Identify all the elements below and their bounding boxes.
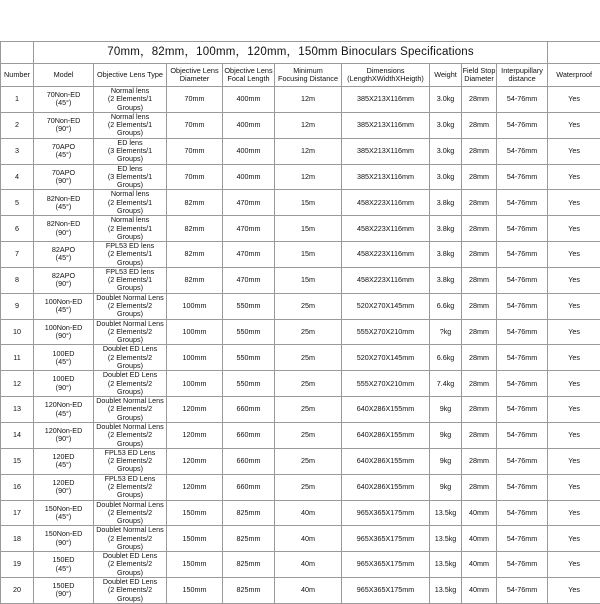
cell-model: 70APO (90°) (34, 164, 94, 190)
cell-waterproof: Yes (548, 500, 600, 526)
cell-field-stop: 28mm (462, 112, 497, 138)
table-row (1, 293, 600, 319)
table-row (1, 552, 600, 578)
cell-number: 1 (1, 87, 34, 113)
cell-waterproof: Yes (548, 267, 600, 293)
cell-dimensions: 458X223X116mm (342, 242, 430, 268)
cell-waterproof: Yes (548, 216, 600, 242)
cell-lens-type: FPL53 ED lens (2 Elements/1 Groups) (94, 242, 167, 268)
cell-interpupillary: 54-76mm (497, 500, 548, 526)
cell-interpupillary: 54-76mm (497, 526, 548, 552)
cell-field-stop: 40mm (462, 500, 497, 526)
cell-focal-length: 550mm (223, 319, 275, 345)
cell-dimensions: 520X270X145mm (342, 345, 430, 371)
cell-focal-length: 825mm (223, 578, 275, 604)
cell-lens-type: ED lens (3 Elements/1 Groups) (94, 164, 167, 190)
cell-dimensions: 965X365X175mm (342, 526, 430, 552)
cell-focusing-distance: 25m (275, 345, 342, 371)
cell-lens-type: Doublet ED Lens (2 Elements/2 Groups) (94, 578, 167, 604)
cell-interpupillary: 54-76mm (497, 190, 548, 216)
header-waterproof: Waterproof (548, 64, 600, 87)
cell-focal-length: 660mm (223, 422, 275, 448)
cell-model: 100ED (45°) (34, 345, 94, 371)
cell-interpupillary: 54-76mm (497, 112, 548, 138)
cell-lens-type: FPL53 ED Lens (2 Elements/2 Groups) (94, 448, 167, 474)
cell-focal-length: 470mm (223, 190, 275, 216)
cell-weight: 3.8kg (430, 216, 462, 242)
cell-focusing-distance: 12m (275, 87, 342, 113)
cell-model: 70Non-ED (45°) (34, 87, 94, 113)
cell-weight: 13.5kg (430, 500, 462, 526)
cell-lens-type: Normal lens (2 Elements/1 Groups) (94, 112, 167, 138)
cell-weight: 7.4kg (430, 371, 462, 397)
table-row (1, 371, 600, 397)
cell-diameter: 82mm (167, 267, 223, 293)
cell-waterproof: Yes (548, 422, 600, 448)
cell-lens-type: Doublet Normal Lens (2 Elements/2 Groups) (94, 293, 167, 319)
cell-weight: 9kg (430, 448, 462, 474)
header-number: Number (1, 64, 34, 87)
cell-weight: 13.5kg (430, 526, 462, 552)
cell-diameter: 70mm (167, 87, 223, 113)
cell-model: 82APO (45°) (34, 242, 94, 268)
cell-diameter: 120mm (167, 422, 223, 448)
cell-diameter: 82mm (167, 242, 223, 268)
cell-model: 70Non-ED (90°) (34, 112, 94, 138)
cell-model: 120ED (90°) (34, 474, 94, 500)
cell-weight: 13.5kg (430, 578, 462, 604)
table-row (1, 138, 600, 164)
cell-number: 15 (1, 448, 34, 474)
cell-focal-length: 400mm (223, 138, 275, 164)
table-row (1, 267, 600, 293)
header-field-stop: Field Stop Diameter (462, 64, 497, 87)
cell-field-stop: 28mm (462, 242, 497, 268)
cell-number: 11 (1, 345, 34, 371)
cell-number: 7 (1, 242, 34, 268)
table-row (1, 526, 600, 552)
cell-lens-type: Normal lens (2 Elements/1 Groups) (94, 87, 167, 113)
cell-number: 6 (1, 216, 34, 242)
cell-number: 13 (1, 397, 34, 423)
cell-interpupillary: 54-76mm (497, 474, 548, 500)
cell-focusing-distance: 15m (275, 190, 342, 216)
cell-field-stop: 28mm (462, 397, 497, 423)
cell-weight: 3.8kg (430, 267, 462, 293)
cell-model: 120Non-ED (45°) (34, 397, 94, 423)
cell-interpupillary: 54-76mm (497, 319, 548, 345)
cell-waterproof: Yes (548, 448, 600, 474)
title-row (1, 42, 600, 64)
cell-diameter: 120mm (167, 474, 223, 500)
cell-interpupillary: 54-76mm (497, 87, 548, 113)
cell-field-stop: 28mm (462, 474, 497, 500)
cell-weight: 3.0kg (430, 112, 462, 138)
table-title: 70mm，82mm，100mm，120mm，150mm Binoculars Specifications (34, 42, 548, 64)
cell-number: 20 (1, 578, 34, 604)
cell-diameter: 100mm (167, 293, 223, 319)
cell-focusing-distance: 12m (275, 138, 342, 164)
cell-lens-type: Doublet ED Lens (2 Elements/2 Groups) (94, 552, 167, 578)
cell-waterproof: Yes (548, 87, 600, 113)
cell-interpupillary: 54-76mm (497, 216, 548, 242)
header-row (1, 64, 600, 87)
header-focusing-distance: Minimum Focusing Distance (275, 64, 342, 87)
cell-focusing-distance: 15m (275, 267, 342, 293)
cell-focusing-distance: 40m (275, 500, 342, 526)
cell-dimensions: 965X365X175mm (342, 552, 430, 578)
cell-field-stop: 28mm (462, 319, 497, 345)
cell-interpupillary: 54-76mm (497, 397, 548, 423)
cell-interpupillary: 54-76mm (497, 448, 548, 474)
cell-focal-length: 825mm (223, 500, 275, 526)
cell-interpupillary: 54-76mm (497, 552, 548, 578)
cell-focal-length: 470mm (223, 216, 275, 242)
cell-field-stop: 28mm (462, 164, 497, 190)
cell-dimensions: 385X213X116mm (342, 87, 430, 113)
cell-focusing-distance: 25m (275, 422, 342, 448)
cell-waterproof: Yes (548, 242, 600, 268)
cell-lens-type: Doublet Normal Lens (2 Elements/2 Groups) (94, 422, 167, 448)
cell-focusing-distance: 40m (275, 578, 342, 604)
cell-lens-type: Normal lens (2 Elements/1 Groups) (94, 190, 167, 216)
cell-waterproof: Yes (548, 345, 600, 371)
cell-focal-length: 825mm (223, 552, 275, 578)
header-focal-length: Objective Lens Focal Length (223, 64, 275, 87)
title-blank-cell (1, 42, 34, 64)
cell-diameter: 120mm (167, 448, 223, 474)
table-row (1, 474, 600, 500)
cell-weight: 9kg (430, 474, 462, 500)
cell-dimensions: 640X286X155mm (342, 422, 430, 448)
cell-diameter: 150mm (167, 578, 223, 604)
cell-focusing-distance: 15m (275, 216, 342, 242)
cell-number: 5 (1, 190, 34, 216)
cell-number: 14 (1, 422, 34, 448)
cell-field-stop: 28mm (462, 293, 497, 319)
table-row (1, 578, 600, 604)
header-dimensions: Dimensions (LengthXWidthXHeigth) (342, 64, 430, 87)
cell-dimensions: 458X223X116mm (342, 216, 430, 242)
cell-interpupillary: 54-76mm (497, 578, 548, 604)
cell-dimensions: 385X213X116mm (342, 112, 430, 138)
cell-dimensions: 555X270X210mm (342, 319, 430, 345)
table-row (1, 87, 600, 113)
cell-diameter: 82mm (167, 190, 223, 216)
cell-focusing-distance: 40m (275, 552, 342, 578)
table-row (1, 422, 600, 448)
title-blank-cell-right (548, 42, 600, 64)
cell-dimensions: 385X213X116mm (342, 164, 430, 190)
cell-number: 10 (1, 319, 34, 345)
table-row (1, 112, 600, 138)
cell-lens-type: Doublet ED Lens (2 Elements/2 Groups) (94, 371, 167, 397)
cell-focal-length: 400mm (223, 87, 275, 113)
cell-dimensions: 555X270X210mm (342, 371, 430, 397)
cell-waterproof: Yes (548, 319, 600, 345)
cell-focusing-distance: 12m (275, 112, 342, 138)
cell-focusing-distance: 25m (275, 371, 342, 397)
cell-number: 19 (1, 552, 34, 578)
cell-focusing-distance: 12m (275, 164, 342, 190)
cell-lens-type: Doublet Normal Lens (2 Elements/2 Groups) (94, 500, 167, 526)
cell-waterproof: Yes (548, 190, 600, 216)
cell-weight: 3.0kg (430, 138, 462, 164)
cell-field-stop: 28mm (462, 216, 497, 242)
cell-dimensions: 965X365X175mm (342, 500, 430, 526)
table-row (1, 242, 600, 268)
table-row (1, 397, 600, 423)
cell-focusing-distance: 25m (275, 397, 342, 423)
cell-focal-length: 550mm (223, 293, 275, 319)
cell-focal-length: 550mm (223, 345, 275, 371)
cell-diameter: 100mm (167, 319, 223, 345)
cell-interpupillary: 54-76mm (497, 267, 548, 293)
cell-lens-type: Doublet Normal Lens (2 Elements/2 Groups) (94, 526, 167, 552)
table-row (1, 345, 600, 371)
cell-interpupillary: 54-76mm (497, 422, 548, 448)
cell-weight: ?kg (430, 319, 462, 345)
cell-diameter: 150mm (167, 552, 223, 578)
cell-waterproof: Yes (548, 397, 600, 423)
cell-focusing-distance: 25m (275, 448, 342, 474)
cell-model: 150Non-ED (45°) (34, 500, 94, 526)
cell-focal-length: 660mm (223, 397, 275, 423)
cell-model: 82Non-ED (90°) (34, 216, 94, 242)
cell-interpupillary: 54-76mm (497, 293, 548, 319)
cell-model: 100Non-ED (45°) (34, 293, 94, 319)
cell-dimensions: 458X223X116mm (342, 267, 430, 293)
cell-number: 2 (1, 112, 34, 138)
cell-lens-type: FPL53 ED lens (2 Elements/1 Groups) (94, 267, 167, 293)
cell-waterproof: Yes (548, 578, 600, 604)
cell-number: 3 (1, 138, 34, 164)
header-interpupillary: Interpupillary distance (497, 64, 548, 87)
cell-dimensions: 640X286X155mm (342, 397, 430, 423)
cell-focal-length: 470mm (223, 242, 275, 268)
table-row (1, 190, 600, 216)
cell-field-stop: 28mm (462, 267, 497, 293)
table-row (1, 164, 600, 190)
cell-field-stop: 28mm (462, 138, 497, 164)
cell-dimensions: 640X286X155mm (342, 474, 430, 500)
cell-waterproof: Yes (548, 474, 600, 500)
table-row (1, 448, 600, 474)
cell-model: 100ED (90°) (34, 371, 94, 397)
cell-waterproof: Yes (548, 371, 600, 397)
cell-interpupillary: 54-76mm (497, 371, 548, 397)
cell-number: 12 (1, 371, 34, 397)
cell-interpupillary: 54-76mm (497, 164, 548, 190)
cell-focusing-distance: 25m (275, 293, 342, 319)
cell-field-stop: 28mm (462, 87, 497, 113)
cell-model: 82Non-ED (45°) (34, 190, 94, 216)
cell-number: 8 (1, 267, 34, 293)
cell-interpupillary: 54-76mm (497, 138, 548, 164)
cell-dimensions: 520X270X145mm (342, 293, 430, 319)
cell-field-stop: 28mm (462, 371, 497, 397)
cell-weight: 9kg (430, 397, 462, 423)
cell-field-stop: 40mm (462, 526, 497, 552)
table-row (1, 319, 600, 345)
cell-dimensions: 458X223X116mm (342, 190, 430, 216)
cell-field-stop: 28mm (462, 345, 497, 371)
cell-field-stop: 28mm (462, 422, 497, 448)
cell-waterproof: Yes (548, 112, 600, 138)
cell-waterproof: Yes (548, 526, 600, 552)
cell-number: 18 (1, 526, 34, 552)
cell-weight: 3.8kg (430, 242, 462, 268)
cell-model: 100Non-ED (90°) (34, 319, 94, 345)
cell-focusing-distance: 25m (275, 474, 342, 500)
cell-diameter: 70mm (167, 138, 223, 164)
header-diameter: Objective Lens Diameter (167, 64, 223, 87)
cell-interpupillary: 54-76mm (497, 345, 548, 371)
cell-diameter: 70mm (167, 164, 223, 190)
cell-lens-type: Doublet ED Lens (2 Elements/2 Groups) (94, 345, 167, 371)
cell-lens-type: Doublet Normal Lens (2 Elements/2 Groups) (94, 319, 167, 345)
table-row (1, 216, 600, 242)
cell-model: 150Non-ED (90°) (34, 526, 94, 552)
cell-weight: 9kg (430, 422, 462, 448)
cell-lens-type: FPL53 ED Lens (2 Elements/2 Groups) (94, 474, 167, 500)
cell-focal-length: 825mm (223, 526, 275, 552)
cell-lens-type: Normal lens (2 Elements/1 Groups) (94, 216, 167, 242)
cell-waterproof: Yes (548, 164, 600, 190)
cell-diameter: 100mm (167, 345, 223, 371)
cell-number: 17 (1, 500, 34, 526)
cell-dimensions: 640X286X155mm (342, 448, 430, 474)
cell-focal-length: 660mm (223, 448, 275, 474)
cell-lens-type: ED lens (3 Elements/1 Groups) (94, 138, 167, 164)
cell-interpupillary: 54-76mm (497, 242, 548, 268)
cell-field-stop: 40mm (462, 552, 497, 578)
cell-weight: 6.6kg (430, 345, 462, 371)
cell-diameter: 70mm (167, 112, 223, 138)
cell-focal-length: 550mm (223, 371, 275, 397)
cell-field-stop: 28mm (462, 190, 497, 216)
cell-focusing-distance: 40m (275, 526, 342, 552)
cell-diameter: 100mm (167, 371, 223, 397)
cell-diameter: 82mm (167, 216, 223, 242)
cell-number: 16 (1, 474, 34, 500)
cell-model: 120Non-ED (90°) (34, 422, 94, 448)
cell-lens-type: Doublet Normal Lens (2 Elements/2 Groups) (94, 397, 167, 423)
cell-focal-length: 470mm (223, 267, 275, 293)
cell-focal-length: 400mm (223, 164, 275, 190)
cell-model: 150ED (90°) (34, 578, 94, 604)
cell-diameter: 150mm (167, 526, 223, 552)
table-row (1, 500, 600, 526)
cell-model: 70APO (45°) (34, 138, 94, 164)
cell-waterproof: Yes (548, 293, 600, 319)
header-lens-type: Objective Lens Type (94, 64, 167, 87)
spec-table (0, 41, 600, 604)
header-model: Model (34, 64, 94, 87)
cell-field-stop: 40mm (462, 578, 497, 604)
cell-model: 120ED (45°) (34, 448, 94, 474)
cell-waterproof: Yes (548, 552, 600, 578)
cell-model: 82APO (90°) (34, 267, 94, 293)
cell-weight: 3.8kg (430, 190, 462, 216)
cell-field-stop: 28mm (462, 448, 497, 474)
cell-waterproof: Yes (548, 138, 600, 164)
cell-dimensions: 965X365X175mm (342, 578, 430, 604)
cell-model: 150ED (45°) (34, 552, 94, 578)
cell-weight: 13.5kg (430, 552, 462, 578)
cell-weight: 3.0kg (430, 87, 462, 113)
cell-diameter: 150mm (167, 500, 223, 526)
header-weight: Weight (430, 64, 462, 87)
cell-dimensions: 385X213X116mm (342, 138, 430, 164)
cell-number: 9 (1, 293, 34, 319)
cell-number: 4 (1, 164, 34, 190)
cell-weight: 6.6kg (430, 293, 462, 319)
cell-weight: 3.0kg (430, 164, 462, 190)
cell-focal-length: 400mm (223, 112, 275, 138)
cell-focal-length: 660mm (223, 474, 275, 500)
cell-focusing-distance: 25m (275, 319, 342, 345)
cell-diameter: 120mm (167, 397, 223, 423)
cell-focusing-distance: 15m (275, 242, 342, 268)
